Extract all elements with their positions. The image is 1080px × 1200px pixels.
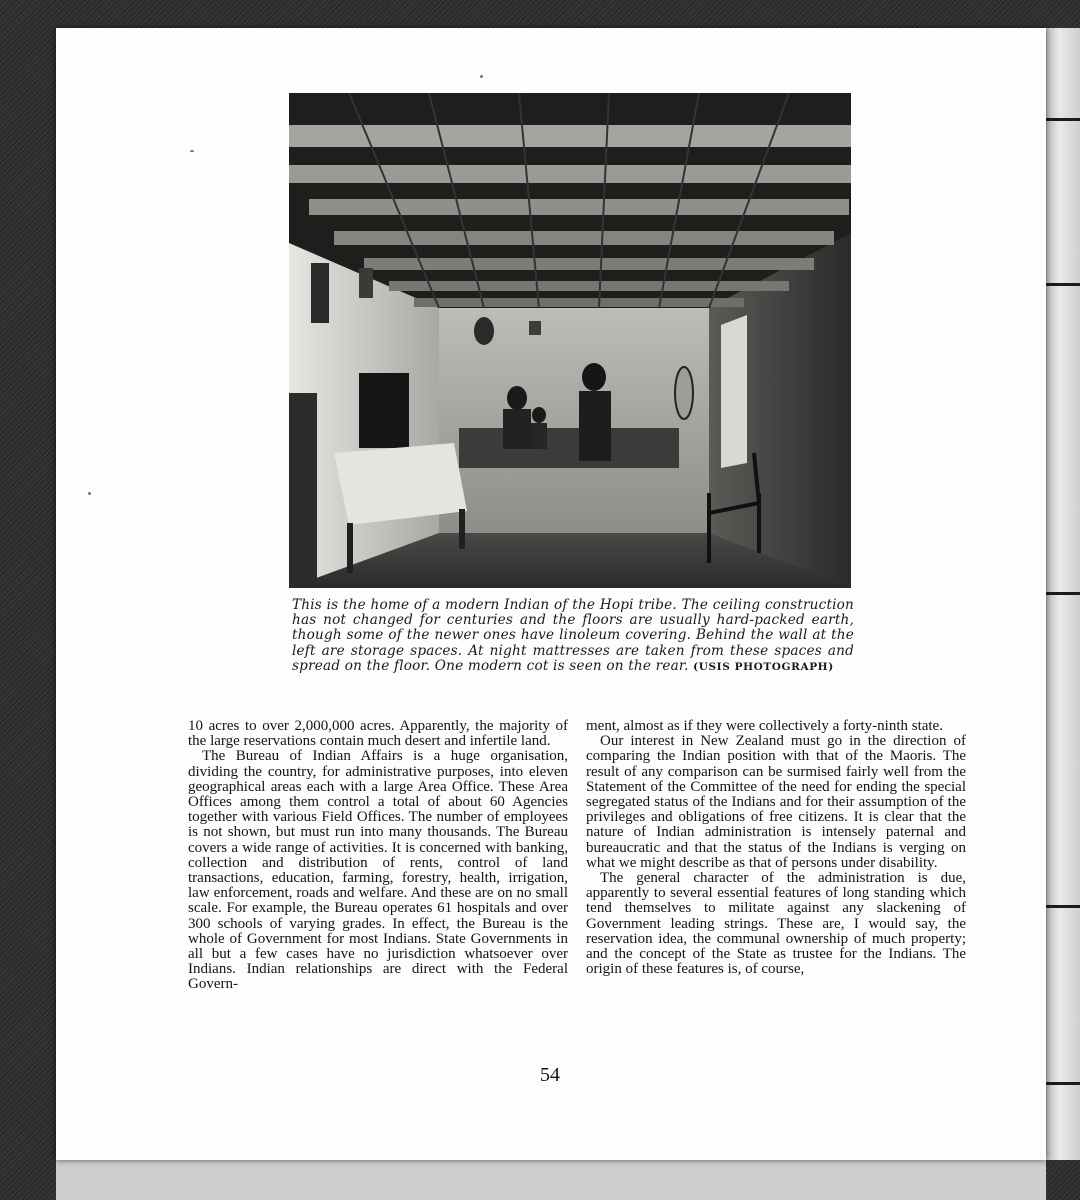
page-bottom-margin — [56, 1160, 1046, 1200]
left-column — [188, 719, 568, 993]
edge-mark — [1040, 283, 1080, 286]
scan-speck — [88, 492, 91, 495]
scan-speck — [480, 75, 483, 78]
photo-caption — [292, 598, 854, 675]
page-number: 54 — [540, 1064, 560, 1086]
paragraph: The Bureau of Indian Affairs is a huge organisation, dividing the country, for administrative purposes, into eleven geographical areas each with a large Area Office. These Area Offices among them control a total of about 60 Agencies together with various Field Offices. The number of employees is not shown, but must run into many thousands. The Bureau covers a wide range of activities. It is concerned with banking, collection and distribution of rents, control of land transactions, education, farming, forestry, health, irrigation, law enforcement, roads and welfare. And these are on no small scale. For example, the Bureau operates 61 hospitals and over 300 schools of varying grades. In effect, the Bureau is the whole of Government for most Indians. State Governments in all but a few cases have no jurisdiction whatsoever over Indians. Indian relationships are direct with the Federal Govern- — [188, 748, 568, 993]
edge-mark — [1040, 118, 1080, 121]
photo-credit: (USIS PHOTOGRAPH) — [693, 660, 834, 673]
edge-mark — [1040, 592, 1080, 595]
caption-text: This is the home of a modern Indian of the Hopi tribe. The ceiling construction has not changed for centuries and the floors are usually hard-packed earth, though some of the newer ones have linoleum covering. Behind the wall at the left are storage spaces. At night mattresses are taken from these spaces and spread on the floor. One modern cot is seen on the rear. — [292, 597, 854, 674]
paragraph: Our interest in New Zealand must go in the direction of comparing the Indian position with that of the Maoris. The result of any comparison can be surmised fairly well from the Statement of the Committee of the need for ending the special segregated status of the Indians and for their assumption of the privileges and obligations of free citizens. It is clear that the nature of Indian administration is intensely paternal and bureaucratic and that the status of the Indians is verging on what we might describe as that of persons under disability. — [586, 733, 966, 871]
paragraph: The general character of the administration is due, apparently to several essential features of long standing which tend themselves to militate against any slackening of Government leading strings. These are, I would say, the reservation idea, the communal ownership of much property; and the concept of the State as trustee for the Indians. The origin of these features is, of course, — [586, 870, 966, 978]
edge-mark — [1040, 1082, 1080, 1085]
hopi-home-photograph — [289, 93, 851, 588]
edge-mark — [1040, 905, 1080, 908]
paragraph: ment, almost as if they were collectively a forty-ninth state. — [586, 718, 943, 734]
paragraph: 10 acres to over 2,000,000 acres. Apparently, the majority of the large reservations contain much desert and infertile land. — [188, 718, 568, 750]
scan-speck — [190, 150, 194, 152]
right-column — [586, 719, 966, 977]
